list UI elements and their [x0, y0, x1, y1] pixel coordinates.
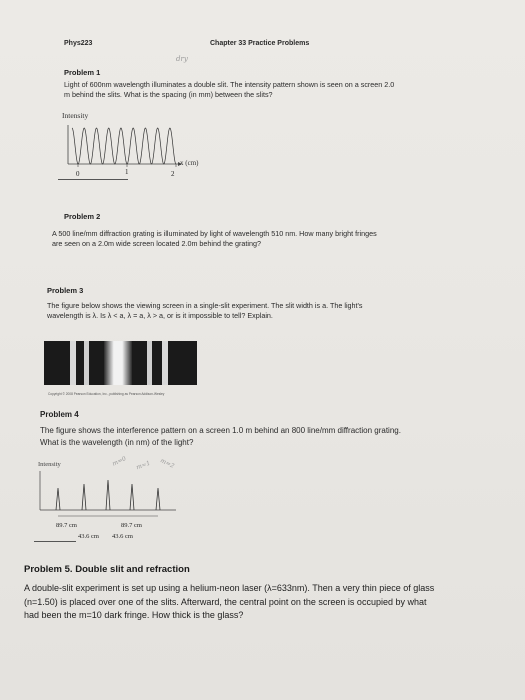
problem-4-label-left: 89.7 cm: [56, 522, 77, 529]
problem-4-ylabel: Intensity: [38, 461, 61, 468]
scribble-m0: m=0: [111, 455, 128, 468]
problem-1-title: Problem 1: [64, 68, 101, 77]
problem-4-peak-5: [156, 488, 160, 510]
problem-1-line-1: Light of 600nm wavelength illuminates a double slit. The intensity pattern shown is seen on a screen 2.0: [64, 80, 395, 89]
problem-4-peak-2: [82, 484, 86, 510]
problem-5-text: [24, 582, 519, 623]
problem-4-underline: [34, 541, 76, 542]
problem-3-line-2: wavelength is λ. Is λ < a, λ = a, λ > a, or is it impossible to tell? Explain.: [47, 311, 273, 320]
handwritten-scribble: dry: [176, 55, 188, 63]
problem-1-tick-label-0: 0: [76, 170, 80, 178]
problem-4-line-1: The figure shows the interference pattern on a screen 1.0 m behind an 800 line/mm diffraction grating.: [40, 426, 401, 435]
problem-5-line-3: had been the m=10 dark fringe. How thick is the glass?: [24, 610, 244, 620]
scribble-m2: m=2: [159, 457, 176, 470]
problem-3-title: Problem 3: [47, 286, 84, 295]
slit-fringe-left-inner: [84, 341, 89, 385]
single-slit-pattern-image: [44, 341, 197, 385]
problem-4-title: Problem 4: [40, 410, 79, 419]
slit-central-maximum: [104, 341, 132, 385]
problem-3-line-1: The figure below shows the viewing screen in a single-slit experiment. The slit width is a. The light's: [47, 301, 363, 310]
problem-4-line-2: What is the wavelength (in nm) of the light?: [40, 438, 194, 447]
problem-3-copyright: Copyright © 2008 Pearson Education, Inc., publishing as Pearson Addison-Wesley: [48, 392, 165, 396]
problem-4-peak-3: [106, 480, 110, 510]
problem-2-line-2: are seen on a 2.0m wide screen located 2.0m behind the grating?: [52, 239, 261, 248]
problem-1-ylabel: Intensity: [62, 111, 89, 120]
problem-4-peak-4: [130, 484, 134, 510]
course-code: Phys223: [64, 40, 93, 47]
problem-3-text: [47, 301, 507, 321]
problem-4-peak-1: [56, 488, 60, 510]
problem-2-title: Problem 2: [64, 212, 101, 221]
problem-5-line-1: A double-slit experiment is set up using a helium-neon laser (λ=633nm). Then a very thin piece of glass: [24, 583, 435, 593]
scribble-m1: m=1: [135, 459, 152, 472]
problem-1-intensity-figure: [60, 120, 230, 180]
problem-4-intensity-figure: [36, 466, 186, 526]
problem-5-line-2: (n=1.50) is placed over one of the slits. Afterward, the central point on the screen is occupied by what: [24, 596, 427, 607]
problem-1-underline: [58, 179, 128, 180]
slit-fringe-right-outer: [162, 341, 168, 385]
problem-5-title: Problem 5. Double slit and refraction: [24, 564, 190, 575]
problem-1-text: [64, 80, 504, 100]
chapter-title: Chapter 33 Practice Problems: [210, 40, 310, 47]
problem-1-fringe-curve: [72, 128, 176, 164]
problem-4-label-right: 89.7 cm: [121, 522, 142, 529]
problem-4-label-bottom-right: 43.6 cm: [112, 533, 133, 540]
problem-4-peaks: [56, 480, 160, 510]
problem-1-line-2: m behind the slits. What is the spacing (in mm) between the slits?: [64, 90, 273, 99]
problem-4-text: [40, 425, 510, 449]
problem-2-line-1: A 500 line/mm diffraction grating is illuminated by light of wavelength 510 nm. How many bright fringes: [52, 229, 377, 238]
slit-fringe-right-inner: [147, 341, 152, 385]
problem-1-tick-label-1: 1: [125, 168, 129, 176]
problem-1-xlabel: x (cm): [180, 159, 199, 167]
problem-1-tick-label-2: 2: [171, 170, 175, 178]
problem-4-label-bottom-left: 43.6 cm: [78, 533, 99, 540]
slit-fringe-left-outer: [70, 341, 76, 385]
problem-2-text: [52, 229, 507, 249]
